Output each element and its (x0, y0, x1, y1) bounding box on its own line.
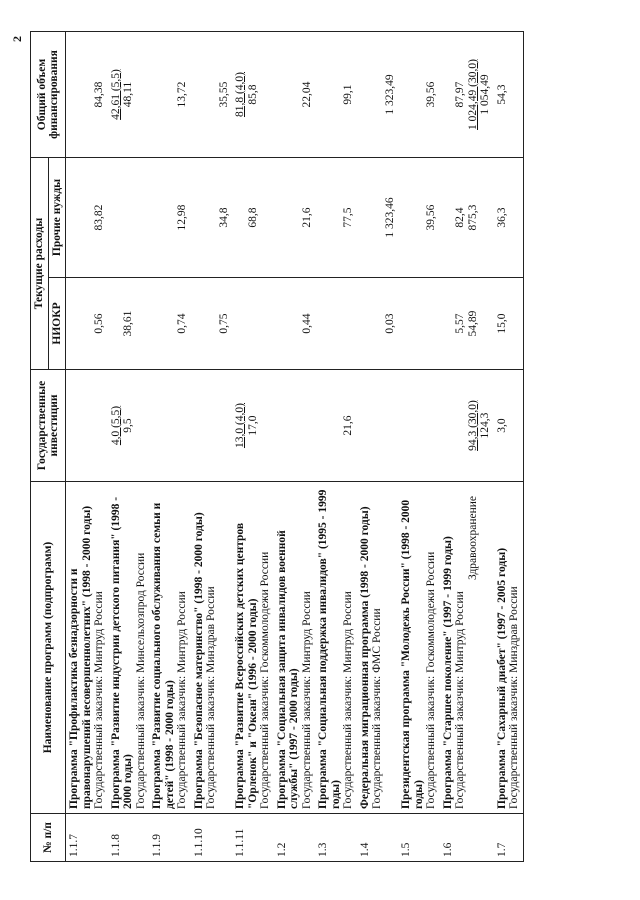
cell-value (400, 36, 413, 153)
cell-value: 13,72 (176, 81, 188, 108)
cell-value: 81,8 (4,0) (234, 71, 246, 118)
cell-value (371, 374, 384, 477)
cell-value (359, 374, 372, 477)
niokr-cell (315, 278, 357, 370)
row-number: 1.1.7 (66, 814, 108, 862)
program-name-cell (357, 482, 399, 814)
cell-value (68, 374, 81, 477)
cell-value: 39,56 (425, 81, 437, 108)
header-niokr: НИОКР (48, 278, 66, 370)
cell-value (359, 282, 372, 365)
cell-value: 54,89 (466, 310, 479, 337)
other-needs-cell (108, 158, 150, 278)
table-row (191, 32, 233, 862)
cell-value (81, 374, 94, 477)
program-client: Государственный заказчик: Минтруд России (454, 591, 466, 809)
investments-cell (315, 370, 357, 482)
header-other-needs: Прочие нужды (48, 158, 66, 278)
program-name-cell (191, 482, 233, 814)
row-number: 1.1.10 (191, 814, 233, 862)
cell-value (151, 374, 164, 477)
program-title: Программа "Развитие Всероссийских детских центров "Орленок" и "Океан" (1996 - 2000 годы) (234, 522, 259, 809)
total-cell (494, 32, 524, 158)
program-subsection: Здравоохранение (466, 496, 479, 581)
cell-value: 4,0 (5,5) (109, 405, 122, 446)
program-title: Программа "Социальная защита инвалидов военной службы" (1997 - 2000 годы) (275, 530, 300, 809)
cell-value (151, 162, 164, 273)
program-client: Государственный заказчик: Минтруд России (300, 591, 313, 809)
niokr-cell (398, 278, 440, 370)
program-client: Государственный заказчик: Минсельхозпрод России (134, 552, 147, 809)
table-row (149, 32, 191, 862)
cell-value (110, 162, 123, 273)
row-number: 1.7 (494, 814, 524, 862)
cell-value: 36,3 (495, 207, 508, 228)
cell-value: 21,6 (342, 415, 354, 436)
cell-value: 15,0 (495, 313, 508, 334)
cell-value: 77,5 (342, 207, 354, 228)
cell-value (218, 374, 231, 477)
cell-value (205, 162, 218, 273)
cell-value: 83,82 (93, 204, 105, 231)
program-name-cell (494, 482, 524, 814)
row-number: 1.1.11 (232, 814, 274, 862)
other-needs-cell (191, 158, 233, 278)
header-total: Общий объем финансирования (31, 32, 66, 158)
program-client: Государственный заказчик: Госкоммолодежи России (425, 551, 437, 809)
cell-value: 0,56 (93, 313, 105, 334)
cell-value (151, 36, 164, 153)
cell-value (68, 282, 81, 365)
header-name: Наименование программ (подпрограмм) (31, 482, 66, 814)
program-name-cell (149, 482, 191, 814)
cell-value (276, 282, 289, 365)
cell-value (400, 162, 413, 273)
cell-value: 34,8 (217, 207, 230, 228)
cell-value (359, 162, 372, 273)
program-client: Государственный заказчик: Минздрав России (205, 586, 217, 809)
cell-value (176, 374, 189, 477)
cell-value: 39,56 (425, 204, 437, 231)
program-title: Программа "Развитие индустрии детского питания" (1998 - 2000 годы) (109, 496, 134, 809)
row-number: 1.1.8 (108, 814, 150, 862)
cell-value (442, 374, 455, 477)
cell-value (122, 162, 135, 273)
program-name-cell (398, 482, 440, 814)
cell-value: 0,44 (300, 313, 313, 334)
total-cell (66, 32, 108, 158)
cell-value (317, 36, 330, 153)
page-number: 2 (10, 36, 24, 42)
cell-value (384, 374, 397, 477)
investments-cell (191, 370, 233, 482)
cell-value: 48,11 (122, 81, 134, 108)
header-num: № п/п (31, 814, 66, 862)
program-client: Государственный заказчик: Госкоммолодежи России (259, 551, 271, 809)
cell-value: 1 323,46 (383, 197, 396, 238)
cell-value (413, 374, 426, 477)
cell-value: 875,3 (466, 204, 479, 231)
cell-value (288, 162, 301, 273)
total-cell (315, 32, 357, 158)
program-title: Программа "Социальная поддержка инвалидов" (1995 - 1999 годы) (317, 489, 342, 809)
cell-value: 0,74 (176, 313, 188, 334)
cell-value (193, 374, 206, 477)
cell-value (330, 282, 343, 365)
cell-value (479, 162, 492, 273)
other-needs-cell (494, 158, 524, 278)
other-needs-cell (357, 158, 399, 278)
cell-value (205, 282, 218, 365)
investments-cell (440, 370, 494, 482)
cell-value (442, 162, 455, 273)
niokr-cell (440, 278, 494, 370)
header-current-expenses: Текущие расходы (31, 158, 49, 370)
cell-value: 9,5 (122, 418, 134, 433)
table-row (357, 32, 399, 862)
cell-value (193, 282, 206, 365)
program-title: Программа "Профилактика безнадзорности и правонарушений несовершеннолетних" (1998 - 2000 годы) (68, 505, 93, 809)
cell-value (317, 374, 330, 477)
other-needs-cell (440, 158, 494, 278)
program-name-cell (66, 482, 108, 814)
table-row (440, 32, 494, 862)
table-row (494, 32, 524, 862)
cell-value: 35,55 (217, 81, 230, 108)
cell-value: 124,3 (479, 412, 491, 439)
cell-value: 0,75 (217, 313, 230, 334)
total-cell (440, 32, 494, 158)
cell-value (288, 36, 301, 153)
investments-cell (274, 370, 316, 482)
niokr-cell (494, 278, 524, 370)
program-title: Программа "Сахарный диабет" (1997 - 2005 годы) (495, 547, 508, 809)
cell-value: 13,0 (4,0) (234, 402, 246, 449)
investments-cell (232, 370, 274, 482)
program-title: Программа "Безопасное материнство" (1998 - 2000 годы) (192, 512, 205, 809)
cell-value (508, 374, 521, 477)
cell-value (288, 374, 301, 477)
table-body (66, 32, 524, 862)
cell-value (81, 36, 94, 153)
cell-value: 1 323,49 (383, 74, 396, 115)
cell-value (276, 36, 289, 153)
table-row (232, 32, 274, 862)
cell-value (151, 282, 164, 365)
cell-value (317, 162, 330, 273)
cell-value: 82,4 (454, 207, 466, 228)
cell-value (288, 282, 301, 365)
cell-value: 3,0 (495, 418, 508, 433)
cell-value: 42,61 (5,5) (109, 69, 122, 120)
cell-value: 17,0 (246, 415, 259, 436)
program-client: Государственный заказчик: ФМС России (371, 608, 383, 809)
niokr-cell (274, 278, 316, 370)
program-client: Государственный заказчик: Минздрав России (508, 586, 520, 809)
cell-value (442, 282, 455, 365)
table-row (274, 32, 316, 862)
cell-value (413, 282, 426, 365)
cell-value (317, 282, 330, 365)
cell-value (301, 374, 314, 477)
row-number: 1.3 (315, 814, 357, 862)
row-number: 1.1.9 (149, 814, 191, 862)
program-title: Федеральная миграционная программа (1998 - 2000 годы) (358, 506, 371, 809)
niokr-cell (108, 278, 150, 370)
total-cell (232, 32, 274, 158)
cell-value (371, 162, 384, 273)
cell-value (330, 162, 343, 273)
header-investments: Государственные инвестиции (31, 370, 66, 482)
total-cell (149, 32, 191, 158)
cell-value (68, 36, 81, 153)
cell-value (442, 36, 455, 153)
niokr-cell (66, 278, 108, 370)
cell-value: 87,97 (454, 81, 466, 108)
cell-value (81, 282, 94, 365)
program-client: Государственный заказчик: Минтруд России (342, 591, 354, 809)
cell-value (193, 36, 206, 153)
program-name-cell (274, 482, 316, 814)
other-needs-cell (315, 158, 357, 278)
cell-value: 38,61 (122, 310, 134, 337)
cell-value: 84,38 (93, 81, 105, 108)
cell-value (164, 36, 177, 153)
cell-value: 0,03 (383, 313, 396, 334)
cell-value: 99,1 (342, 84, 354, 105)
cell-value (330, 374, 343, 477)
investments-cell (149, 370, 191, 482)
cell-value (247, 282, 260, 365)
program-name-cell (315, 482, 357, 814)
cell-value (276, 162, 289, 273)
table-row (108, 32, 150, 862)
cell-value (276, 374, 289, 477)
program-name-cell (440, 482, 494, 814)
cell-value (68, 162, 81, 273)
investments-cell (108, 370, 150, 482)
other-needs-cell (149, 158, 191, 278)
investments-cell (398, 370, 440, 482)
cell-value (454, 374, 467, 477)
other-needs-cell (66, 158, 108, 278)
cell-value (164, 282, 177, 365)
cell-value: 21,6 (300, 207, 313, 228)
table-row (66, 32, 108, 862)
cell-value: 22,04 (300, 81, 313, 108)
investments-cell (494, 370, 524, 482)
cell-value: 85,8 (246, 84, 259, 105)
program-name-cell (108, 482, 150, 814)
program-title: Президентская программа "Молодежь России" (1998 - 2000 годы) (400, 499, 425, 809)
row-number: 1.2 (274, 814, 316, 862)
total-cell (274, 32, 316, 158)
cell-value (93, 374, 106, 477)
cell-value (359, 36, 372, 153)
financing-table (30, 31, 524, 862)
other-needs-cell (274, 158, 316, 278)
cell-value (371, 282, 384, 365)
niokr-cell (191, 278, 233, 370)
cell-value (508, 162, 521, 273)
cell-value (508, 36, 521, 153)
cell-value (330, 36, 343, 153)
niokr-cell (357, 278, 399, 370)
cell-value (425, 374, 438, 477)
cell-value: 5,57 (454, 313, 466, 334)
cell-value (205, 36, 218, 153)
program-title: Программа "Развитие социального обслуживания семьи и детей" (1998 - 2000 годы) (151, 502, 176, 809)
total-cell (357, 32, 399, 158)
row-number: 1.4 (357, 814, 399, 862)
cell-value: 68,8 (246, 207, 259, 228)
cell-value (164, 162, 177, 273)
program-name-cell (232, 482, 274, 814)
other-needs-cell (232, 158, 274, 278)
program-client: Государственный заказчик: Минтруд России (93, 591, 105, 809)
cell-value (400, 374, 413, 477)
investments-cell (66, 370, 108, 482)
niokr-cell (232, 278, 274, 370)
investments-cell (357, 370, 399, 482)
row-number: 1.5 (398, 814, 440, 862)
cell-value (413, 36, 426, 153)
cell-value (371, 36, 384, 153)
cell-value: 12,98 (176, 204, 188, 231)
total-cell (108, 32, 150, 158)
program-title: Программа "Старшее поколение" (1997 - 1999 годы) (441, 536, 454, 809)
cell-value (400, 282, 413, 365)
total-cell (398, 32, 440, 158)
cell-value (425, 282, 438, 365)
table-row (398, 32, 440, 862)
cell-value (508, 282, 521, 365)
cell-value (81, 162, 94, 273)
other-needs-cell (398, 158, 440, 278)
program-client: Государственный заказчик: Минтруд России (176, 591, 188, 809)
cell-value: 1 024,49 (30,0) (466, 59, 479, 130)
row-number: 1.6 (440, 814, 494, 862)
cell-value (413, 162, 426, 273)
cell-value: 54,3 (495, 84, 508, 105)
niokr-cell (149, 278, 191, 370)
total-cell (191, 32, 233, 158)
cell-value (234, 162, 247, 273)
cell-value (205, 374, 218, 477)
cell-value (479, 282, 492, 365)
cell-value (193, 162, 206, 273)
cell-value: 94,3 (30,0) (466, 400, 479, 451)
cell-value (234, 282, 247, 365)
cell-value: 1 054,49 (479, 74, 491, 115)
cell-value (110, 282, 123, 365)
cell-value (342, 282, 355, 365)
table-row (315, 32, 357, 862)
cell-value (164, 374, 177, 477)
